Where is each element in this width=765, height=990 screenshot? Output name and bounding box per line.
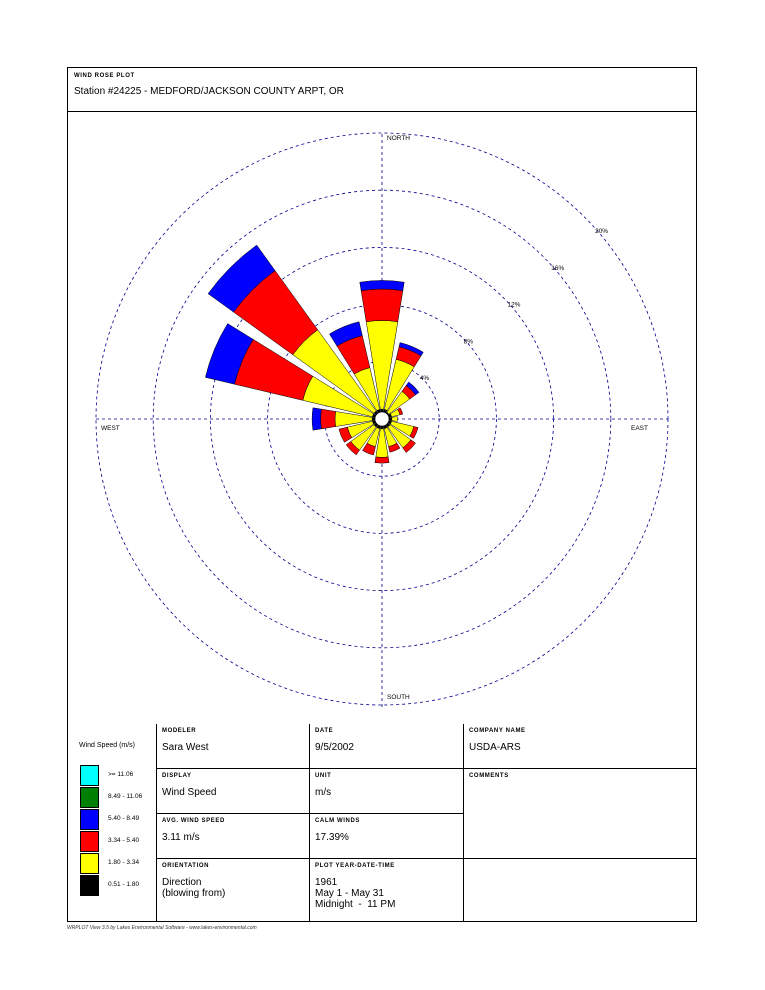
legend-label: >= 11.06 [108, 771, 134, 778]
display-label: DISPLAY [162, 773, 192, 779]
calm-label: CALM WINDS [315, 818, 360, 824]
blank-cell [464, 859, 696, 922]
ring-label: 4% [419, 375, 430, 383]
legend-label: 3.34 - 5.40 [108, 837, 140, 844]
ring-label: 12% [507, 301, 521, 309]
wind-rose-chart [68, 112, 696, 724]
display-value: Wind Speed [162, 787, 217, 798]
legend-label: 1.80 - 3.34 [108, 859, 140, 866]
date-cell [310, 724, 464, 769]
petal-n-class-0 [380, 409, 383, 412]
report-header [68, 68, 696, 112]
display-cell [157, 769, 310, 814]
petal-w-class-2 [321, 409, 336, 429]
avg-speed-value: 3.11 m/s [162, 832, 200, 843]
legend-swatch [80, 809, 99, 830]
calm-cell [310, 814, 464, 859]
ring-label: 16% [551, 264, 565, 272]
avg-speed-label: AVG. WIND SPEED [162, 818, 225, 824]
comments-cell [464, 769, 696, 859]
plot-time-cell [310, 859, 464, 922]
company-cell [464, 724, 696, 769]
west-label: WEST [101, 425, 120, 432]
orientation-value: Direction (blowing from) [162, 877, 226, 899]
unit-cell [310, 769, 464, 814]
ring-label: 20% [595, 228, 609, 236]
company-label: COMPANY NAME [469, 728, 526, 734]
legend-swatch [80, 787, 99, 808]
modeler-cell [157, 724, 310, 769]
south-label: SOUTH [387, 694, 410, 701]
company-value: USDA-ARS [469, 742, 521, 753]
info-grid [68, 724, 696, 922]
modeler-label: MODELER [162, 728, 197, 734]
petal-e-class-0 [389, 417, 392, 420]
report-frame [67, 67, 697, 922]
date-value: 9/5/2002 [315, 742, 354, 753]
ring-label-group [420, 228, 609, 382]
unit-label: UNIT [315, 773, 332, 779]
plot-time-label: PLOT YEAR-DATE-TIME [315, 863, 395, 869]
plot-type-label: WIND ROSE PLOT [74, 73, 135, 79]
petal-n-class-2 [361, 289, 403, 322]
modeler-value: Sara West [162, 742, 209, 753]
orientation-cell [157, 859, 310, 922]
petal-group [205, 245, 423, 463]
petal-s-class-0 [380, 426, 383, 429]
petal-n-class-3 [360, 280, 404, 290]
calm-circle [375, 412, 389, 426]
comments-label: COMMENTS [469, 773, 509, 779]
legend-label: 5.40 - 8.49 [108, 815, 140, 822]
legend-swatch [80, 875, 99, 896]
legend-swatch [80, 831, 99, 852]
legend-title: Wind Speed (m/s) [79, 742, 136, 749]
legend-swatch [80, 765, 99, 786]
petal-w-class-0 [372, 417, 375, 420]
legend-label: 8.49 - 11.06 [108, 793, 143, 800]
footer-credit: WRPLOT View 3.5 by Lakes Environmental Software - www.lakes-environmental.com [67, 925, 257, 931]
unit-value: m/s [315, 787, 332, 798]
legend-cell [68, 724, 157, 922]
legend-swatch [80, 853, 99, 874]
east-label: EAST [631, 425, 648, 432]
avg-speed-cell [157, 814, 310, 859]
north-label: NORTH [387, 135, 410, 142]
date-label: DATE [315, 728, 334, 734]
ring-label: 8% [463, 338, 474, 346]
station-title: Station #24225 - MEDFORD/JACKSON COUNTY ARPT, OR [74, 86, 344, 97]
legend-label: 0.51 - 1.80 [108, 881, 140, 888]
petal-s-class-2 [375, 457, 389, 463]
petal-w-class-3 [312, 408, 321, 430]
plot-time-value: 1961 May 1 - May 31 Midnight - 11 PM [315, 877, 396, 910]
calm-value: 17.39% [315, 832, 349, 843]
orientation-label: ORIENTATION [162, 863, 210, 869]
petal-e-class-1 [392, 417, 398, 422]
